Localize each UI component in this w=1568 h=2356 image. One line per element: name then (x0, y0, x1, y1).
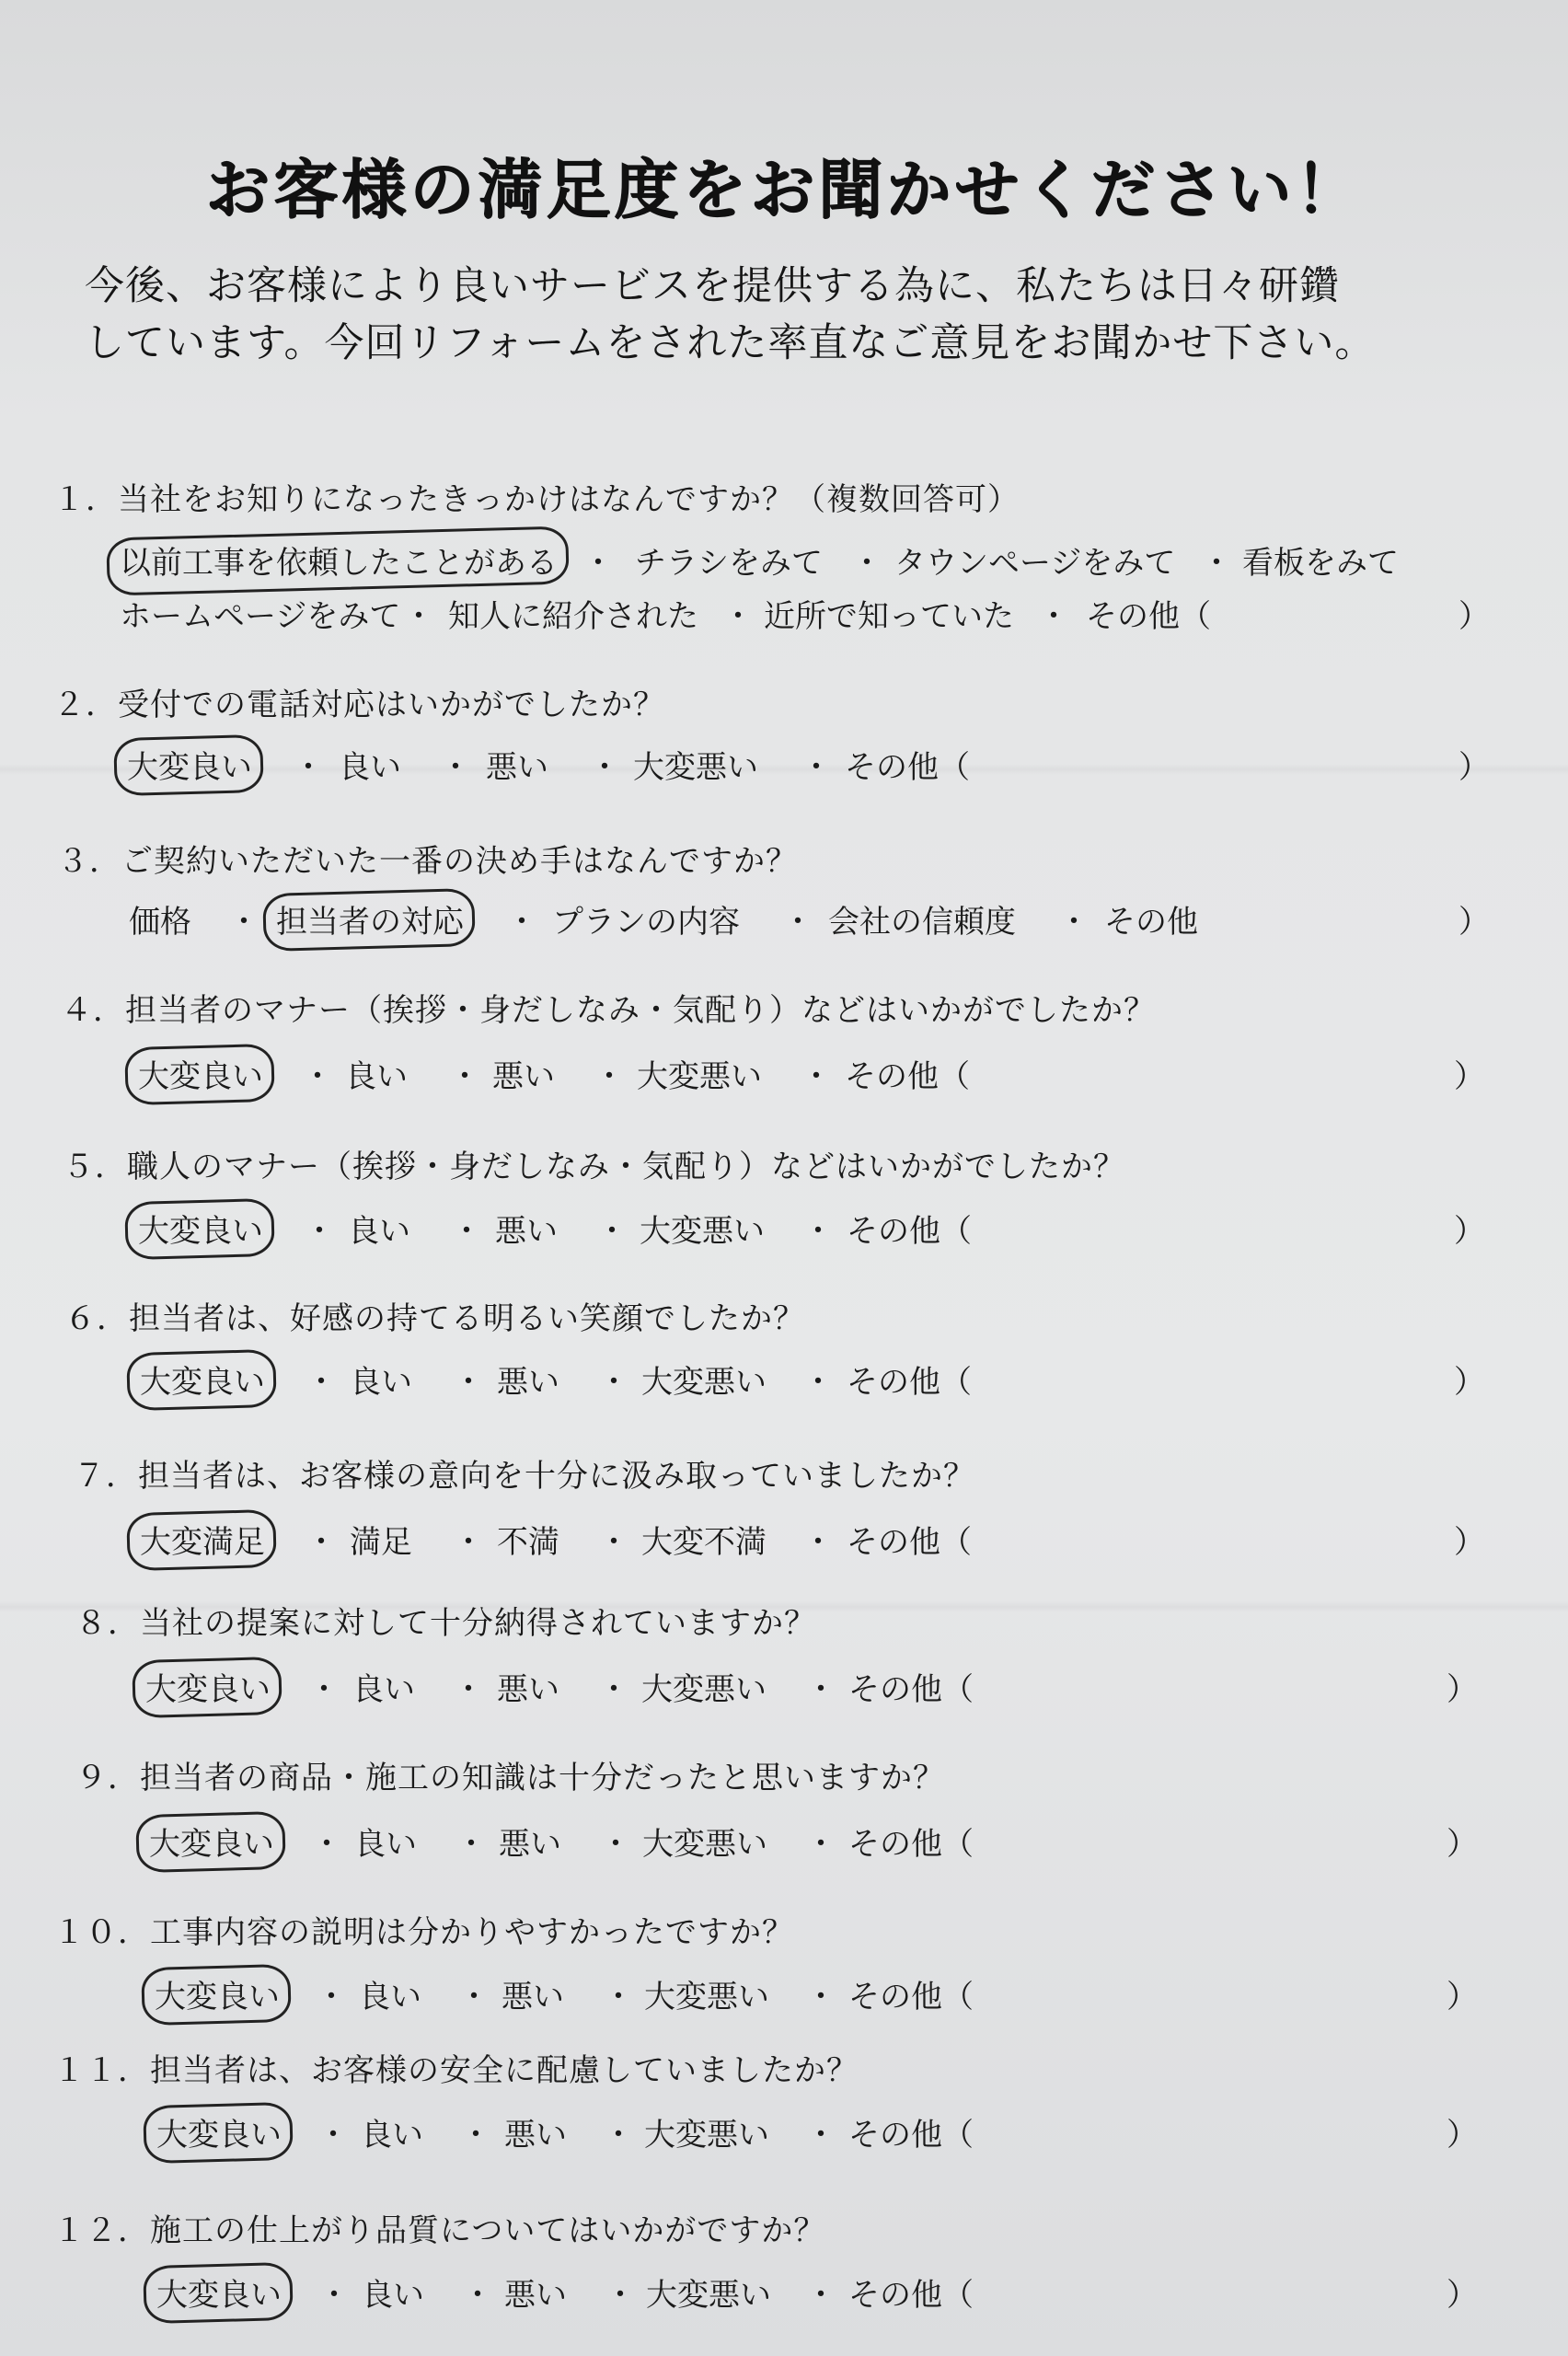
close-paren: ） (1447, 2117, 1478, 2154)
option[interactable]: その他 (1104, 904, 1198, 941)
question-text: ２．受付での電話対応はいかがでしたか？ (53, 687, 665, 723)
question-text: ９．担当者の商品・施工の知識は十分だったと思いますか？ (75, 1760, 945, 1796)
question-text: １２．施工の仕上がり品質についてはいかがですか？ (53, 2212, 826, 2249)
option-separator: ・ (582, 545, 614, 582)
intro-line-1: 今後、お客様により良いサービスを提供する為に、私たちは日々研鑽 (85, 263, 1340, 309)
option[interactable]: 悪い (495, 1213, 558, 1250)
question-text: １０．工事内容の説明は分かりやすかったですか？ (53, 1914, 794, 1951)
selected-option[interactable]: 大変良い (140, 1357, 265, 1402)
option-separator: ・ (306, 1524, 337, 1561)
option-separator: ・ (304, 1213, 335, 1250)
option[interactable]: 悪い (504, 2117, 567, 2154)
close-paren: ） (1447, 1826, 1478, 1863)
option[interactable]: 知人に紹介された (448, 598, 698, 635)
option[interactable]: その他（ (847, 1213, 972, 1250)
selected-option[interactable]: 大変良い (155, 1971, 280, 2016)
option[interactable]: 大変悪い (646, 2277, 771, 2314)
close-paren: ） (1458, 904, 1490, 941)
option[interactable]: 近所で知っていた (764, 598, 1014, 635)
option-separator: ・ (805, 2117, 836, 2154)
option[interactable]: その他（ (848, 1671, 974, 1708)
option[interactable]: 不満 (497, 1524, 559, 1561)
option[interactable]: その他（ (848, 2117, 974, 2154)
option[interactable]: 良い (359, 1979, 421, 2015)
option-separator: ・ (589, 749, 620, 786)
question-text: ８．当社の提案に対して十分納得されていますか？ (75, 1605, 816, 1642)
option[interactable]: 大変悪い (644, 2117, 769, 2154)
selected-option[interactable]: 以前工事を依頼したことがある (120, 537, 558, 583)
option-separator: ・ (603, 2117, 634, 2154)
selected-option[interactable]: 大変良い (138, 1206, 263, 1251)
close-paren: ） (1454, 1524, 1485, 1561)
option[interactable]: 大変悪い (640, 1213, 765, 1250)
option-separator: ・ (598, 1671, 629, 1708)
option[interactable]: 良い (354, 1826, 417, 1863)
option[interactable]: 満足 (350, 1524, 412, 1561)
option[interactable]: 良い (352, 1671, 415, 1708)
option-separator: ・ (458, 1979, 490, 2015)
option-separator: ・ (311, 1826, 342, 1863)
option-separator: ・ (598, 1364, 629, 1401)
option-separator: ・ (805, 1979, 836, 2015)
option[interactable]: 良い (339, 749, 401, 786)
close-paren: ） (1454, 1364, 1485, 1401)
option[interactable]: 良い (348, 1213, 410, 1250)
option-separator: ・ (451, 1213, 482, 1250)
option[interactable]: 悪い (497, 1364, 559, 1401)
selected-option[interactable]: 大変満足 (140, 1517, 265, 1562)
close-paren: ） (1454, 1058, 1485, 1095)
option-separator: ・ (308, 1671, 340, 1708)
option[interactable]: 悪い (492, 1058, 555, 1095)
option[interactable]: 大変悪い (633, 749, 758, 786)
option[interactable]: 悪い (499, 1826, 561, 1863)
option-separator: ・ (605, 2277, 636, 2314)
option-separator: ・ (316, 1979, 347, 2015)
option[interactable]: その他（ (847, 1364, 972, 1401)
close-paren: ） (1447, 1979, 1478, 2015)
option-separator: ・ (228, 904, 259, 941)
option-separator: ・ (506, 904, 537, 941)
option-separator: ・ (293, 749, 324, 786)
option[interactable]: 大変悪い (642, 1826, 767, 1863)
selected-option[interactable]: 大変良い (138, 1051, 263, 1096)
option-separator: ・ (453, 1364, 484, 1401)
option[interactable]: 大変悪い (641, 1364, 767, 1401)
option[interactable]: チラシをみて (635, 545, 823, 582)
option-separator: ・ (317, 2117, 349, 2154)
option-separator: ・ (598, 1524, 629, 1561)
option[interactable]: 看板をみて (1242, 545, 1399, 582)
option-separator: ・ (302, 1058, 333, 1095)
option-separator: ・ (603, 1979, 634, 2015)
option[interactable]: 良い (345, 1058, 408, 1095)
intro-line-2: しています。今回リフォームをされた率直なご意見をお聞かせ下さい。 (85, 320, 1376, 366)
option-separator: ・ (801, 1058, 832, 1095)
option-separator: ・ (805, 2277, 836, 2314)
option[interactable]: プランの内容 (552, 904, 740, 941)
intro-text (85, 258, 1502, 372)
option-separator: ・ (805, 1671, 836, 1708)
option[interactable]: 会社の信頼度 (828, 904, 1016, 941)
option-separator: ・ (600, 1826, 631, 1863)
option[interactable]: ホームページをみて (120, 598, 401, 635)
selected-option[interactable]: 担当者の対応 (276, 896, 464, 941)
option-separator: ・ (1058, 904, 1090, 941)
close-paren: ） (1447, 1671, 1478, 1708)
question-text: ６．担当者は、好感の持てる明るい笑顔でしたか？ (64, 1300, 805, 1337)
option[interactable]: その他（ (845, 749, 970, 786)
option-separator: ・ (802, 1524, 834, 1561)
question-text: ３．ご契約いただいた一番の決め手はなんですか？ (57, 843, 798, 880)
option-separator: ・ (801, 749, 832, 786)
close-paren: ） (1458, 749, 1490, 786)
page-title: お客様の満足度をお聞かせください！ (205, 152, 1363, 227)
selected-option[interactable]: 大変良い (145, 1664, 271, 1709)
option-separator: ・ (782, 904, 813, 941)
option[interactable]: その他（ (1086, 598, 1211, 635)
option[interactable]: 良い (361, 2117, 423, 2154)
option-separator: ・ (805, 1826, 836, 1863)
option[interactable]: 価格 (129, 904, 191, 941)
question-text: １１．担当者は、お客様の安全に配慮していましたか？ (53, 2052, 859, 2089)
selected-option[interactable]: 大変良い (127, 742, 252, 787)
option[interactable]: その他（ (848, 2277, 974, 2314)
option-separator: ・ (1038, 598, 1069, 635)
selected-option[interactable]: 大変良い (156, 2269, 282, 2315)
option-separator: ・ (802, 1213, 834, 1250)
option-separator: ・ (722, 598, 754, 635)
question-text: ７．担当者は、お客様の意向を十分に汲み取っていましたか？ (74, 1458, 975, 1495)
option[interactable]: 良い (350, 1364, 412, 1401)
option-separator: ・ (462, 2277, 493, 2314)
selected-option[interactable]: 大変良い (156, 2109, 282, 2154)
option[interactable]: 大変不満 (641, 1524, 767, 1561)
option[interactable]: 良い (362, 2277, 424, 2314)
option[interactable]: その他（ (848, 1979, 974, 2015)
option[interactable]: 悪い (504, 2277, 567, 2314)
option-separator: ・ (802, 1364, 834, 1401)
option[interactable]: 悪い (486, 749, 548, 786)
option[interactable]: その他（ (848, 1826, 974, 1863)
option-separator: ・ (306, 1364, 337, 1401)
option-separator: ・ (460, 2117, 491, 2154)
option[interactable]: 大変悪い (641, 1671, 767, 1708)
question-text: ４．担当者のマナー（挨拶・身だしなみ・気配り）などはいかがでしたか？ (61, 992, 1156, 1029)
option-separator: ・ (594, 1058, 625, 1095)
option[interactable]: その他（ (847, 1524, 972, 1561)
option-separator: ・ (453, 1524, 484, 1561)
option[interactable]: 悪い (502, 1979, 564, 2015)
option-separator: ・ (318, 2277, 350, 2314)
option-separator: ・ (851, 545, 882, 582)
option[interactable]: その他（ (845, 1058, 970, 1095)
option-separator: ・ (440, 749, 471, 786)
option[interactable]: 大変悪い (644, 1979, 769, 2015)
option-separator: ・ (455, 1826, 487, 1863)
option-separator: ・ (449, 1058, 480, 1095)
question-text: １．当社をお知りになったきっかけはなんですか？（複数回答可） (53, 481, 1020, 518)
close-paren: ） (1458, 598, 1490, 635)
option-separator: ・ (453, 1671, 484, 1708)
close-paren: ） (1447, 2277, 1478, 2314)
question-text: ５．職人のマナー（挨拶・身だしなみ・気配り）などはいかがでしたか？ (63, 1149, 1125, 1185)
option[interactable]: 悪い (497, 1671, 559, 1708)
close-paren: ） (1454, 1213, 1485, 1250)
option-separator: ・ (1201, 545, 1232, 582)
option[interactable]: 大変悪い (637, 1058, 762, 1095)
option[interactable]: タウンページをみて (894, 545, 1176, 582)
option-separator: ・ (403, 598, 434, 635)
selected-option[interactable]: 大変良い (149, 1819, 274, 1864)
option-separator: ・ (596, 1213, 628, 1250)
